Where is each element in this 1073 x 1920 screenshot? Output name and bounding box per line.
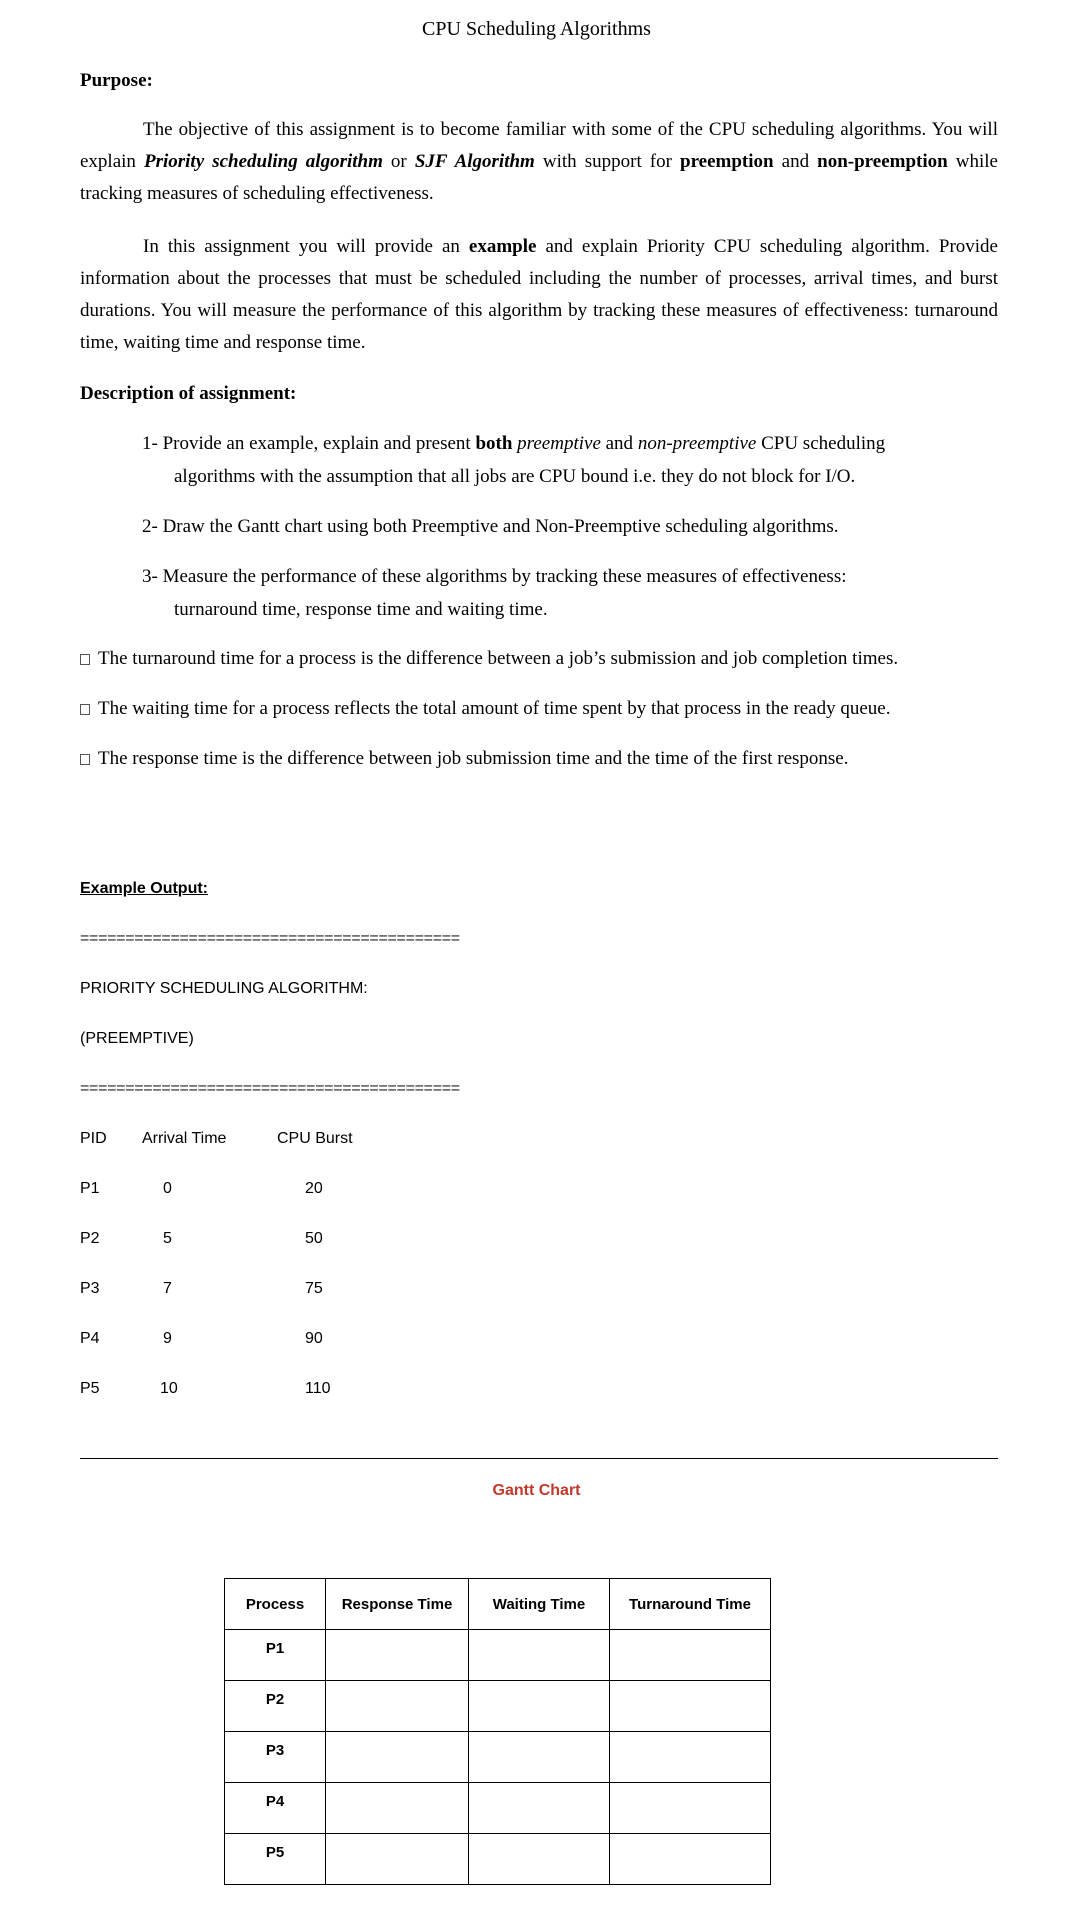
table-row [225, 1834, 771, 1885]
table-row [225, 1681, 771, 1732]
separator-bottom: ========================================== [80, 1080, 460, 1097]
process-arrival: 5 [163, 1230, 172, 1247]
response-time-cell[interactable] [326, 1681, 469, 1732]
table-row [225, 1630, 771, 1681]
turnaround-time-cell[interactable] [610, 1732, 771, 1783]
bullet-waiting [80, 698, 890, 720]
waiting-time-cell[interactable] [469, 1834, 610, 1885]
column-header-burst: CPU Burst [277, 1130, 353, 1147]
header-process: Process [225, 1579, 326, 1630]
process-cell: P4 [225, 1783, 326, 1834]
response-time-cell[interactable] [326, 1732, 469, 1783]
bullet-response [80, 748, 848, 770]
item1-continuation: algorithms with the assumption that all jobs are CPU bound i.e. they do not block for I/O. [174, 466, 856, 487]
turnaround-time-cell[interactable] [610, 1630, 771, 1681]
process-pid: P3 [80, 1280, 100, 1297]
checkbox-bullet-icon [80, 704, 90, 715]
header-response-time: Response Time [326, 1579, 469, 1630]
process-cell: P2 [225, 1681, 326, 1732]
process-cell: P5 [225, 1834, 326, 1885]
p2-text-c: and explain Priority CPU scheduling algorithm. Provide information about the processes that must be scheduled including the number of processes, arrival times, and burst durations. You will measure the performance of this algorithm by tracking these measures of effectiveness: turnaround time, waiting time and response time. [80, 236, 998, 353]
waiting-time-cell[interactable] [469, 1681, 610, 1732]
algorithm-mode: (PREEMPTIVE) [80, 1030, 194, 1047]
purpose-paragraph-2 [80, 231, 998, 359]
process-arrival: 10 [160, 1380, 178, 1397]
process-pid: P5 [80, 1380, 100, 1397]
table-row [225, 1732, 771, 1783]
item1-text-a: 1- Provide an example, explain and present [142, 433, 476, 454]
p1-text-i: while tracking measures of scheduling effectiveness. [80, 151, 998, 204]
item1-text-e: and [600, 433, 638, 454]
p1-text-c: or [382, 151, 415, 172]
item1-text-g: CPU scheduling [756, 433, 886, 454]
header-turnaround-time: Turnaround Time [610, 1579, 771, 1630]
bullet-turnaround-text: The turnaround time for a process is the difference between a job’s submission and job completion times. [98, 648, 899, 669]
p1-preemption: preemption [680, 151, 774, 172]
response-time-cell[interactable] [326, 1630, 469, 1681]
column-header-arrival: Arrival Time [142, 1130, 227, 1147]
example-output-heading: Example Output: [80, 880, 209, 897]
purpose-heading: Purpose: [80, 70, 153, 91]
process-burst: 50 [305, 1230, 323, 1247]
process-cell: P3 [225, 1732, 326, 1783]
process-cell: P1 [225, 1630, 326, 1681]
results-header-row [225, 1579, 771, 1630]
response-time-cell[interactable] [326, 1783, 469, 1834]
item3-continuation: turnaround time, response time and waiting time. [174, 599, 548, 620]
item3-text-a: 3- Measure the performance of these algorithms by tracking these measures of effectiveness: [142, 566, 847, 587]
waiting-time-cell[interactable] [469, 1630, 610, 1681]
process-burst: 110 [305, 1380, 331, 1397]
bullet-turnaround [80, 648, 898, 670]
p1-non-preemption: non-preemption [817, 151, 948, 172]
p1-text-g: and [773, 151, 818, 172]
horizontal-rule [80, 1458, 998, 1459]
process-burst: 90 [305, 1330, 323, 1347]
response-time-cell[interactable] [326, 1834, 469, 1885]
item1-non-preemptive: non-preemptive [637, 433, 757, 454]
process-burst: 20 [305, 1180, 323, 1197]
process-arrival: 7 [163, 1280, 172, 1297]
bullet-response-text: The response time is the difference between job submission time and the time of the first response. [98, 748, 849, 769]
p1-priority-algorithm: Priority scheduling algorithm [143, 151, 383, 172]
description-item-3 [142, 560, 1002, 626]
gantt-chart-label: Gantt Chart [492, 1482, 581, 1499]
turnaround-time-cell[interactable] [610, 1834, 771, 1885]
algorithm-title: PRIORITY SCHEDULING ALGORITHM: [80, 980, 368, 997]
turnaround-time-cell[interactable] [610, 1783, 771, 1834]
process-burst: 75 [305, 1280, 323, 1297]
description-item-1 [142, 427, 1002, 493]
item1-both: both [475, 433, 513, 454]
column-header-pid: PID [80, 1130, 107, 1147]
process-pid: P2 [80, 1230, 100, 1247]
checkbox-bullet-icon [80, 754, 90, 765]
p1-text-e: with support for [534, 151, 680, 172]
description-item-2: 2- Draw the Gantt chart using both Preemptive and Non-Preemptive scheduling algorithms. [142, 516, 839, 537]
p1-text-a: The objective of this assignment is to become familiar with some of the CPU scheduling algorithms. You will explain [80, 119, 998, 172]
checkbox-bullet-icon [80, 654, 90, 665]
process-arrival: 9 [163, 1330, 172, 1347]
process-pid: P4 [80, 1330, 100, 1347]
waiting-time-cell[interactable] [469, 1732, 610, 1783]
turnaround-time-cell[interactable] [610, 1681, 771, 1732]
process-pid: P1 [80, 1180, 100, 1197]
header-waiting-time: Waiting Time [469, 1579, 610, 1630]
table-row [225, 1783, 771, 1834]
item1-preemptive: preemptive [517, 433, 601, 454]
p2-example: example [468, 236, 537, 257]
purpose-paragraph-1 [80, 114, 998, 210]
process-arrival: 0 [163, 1180, 172, 1197]
waiting-time-cell[interactable] [469, 1783, 610, 1834]
document-title: CPU Scheduling Algorithms [422, 18, 651, 40]
description-heading: Description of assignment: [80, 383, 297, 404]
results-table [224, 1578, 771, 1885]
bullet-waiting-text: The waiting time for a process reflects the total amount of time spent by that process in the ready queue. [98, 698, 891, 719]
p1-sjf-algorithm: SJF Algorithm [414, 151, 535, 172]
separator-top: ========================================== [80, 930, 460, 947]
p2-text-a: In this assignment you will provide an [143, 236, 469, 257]
